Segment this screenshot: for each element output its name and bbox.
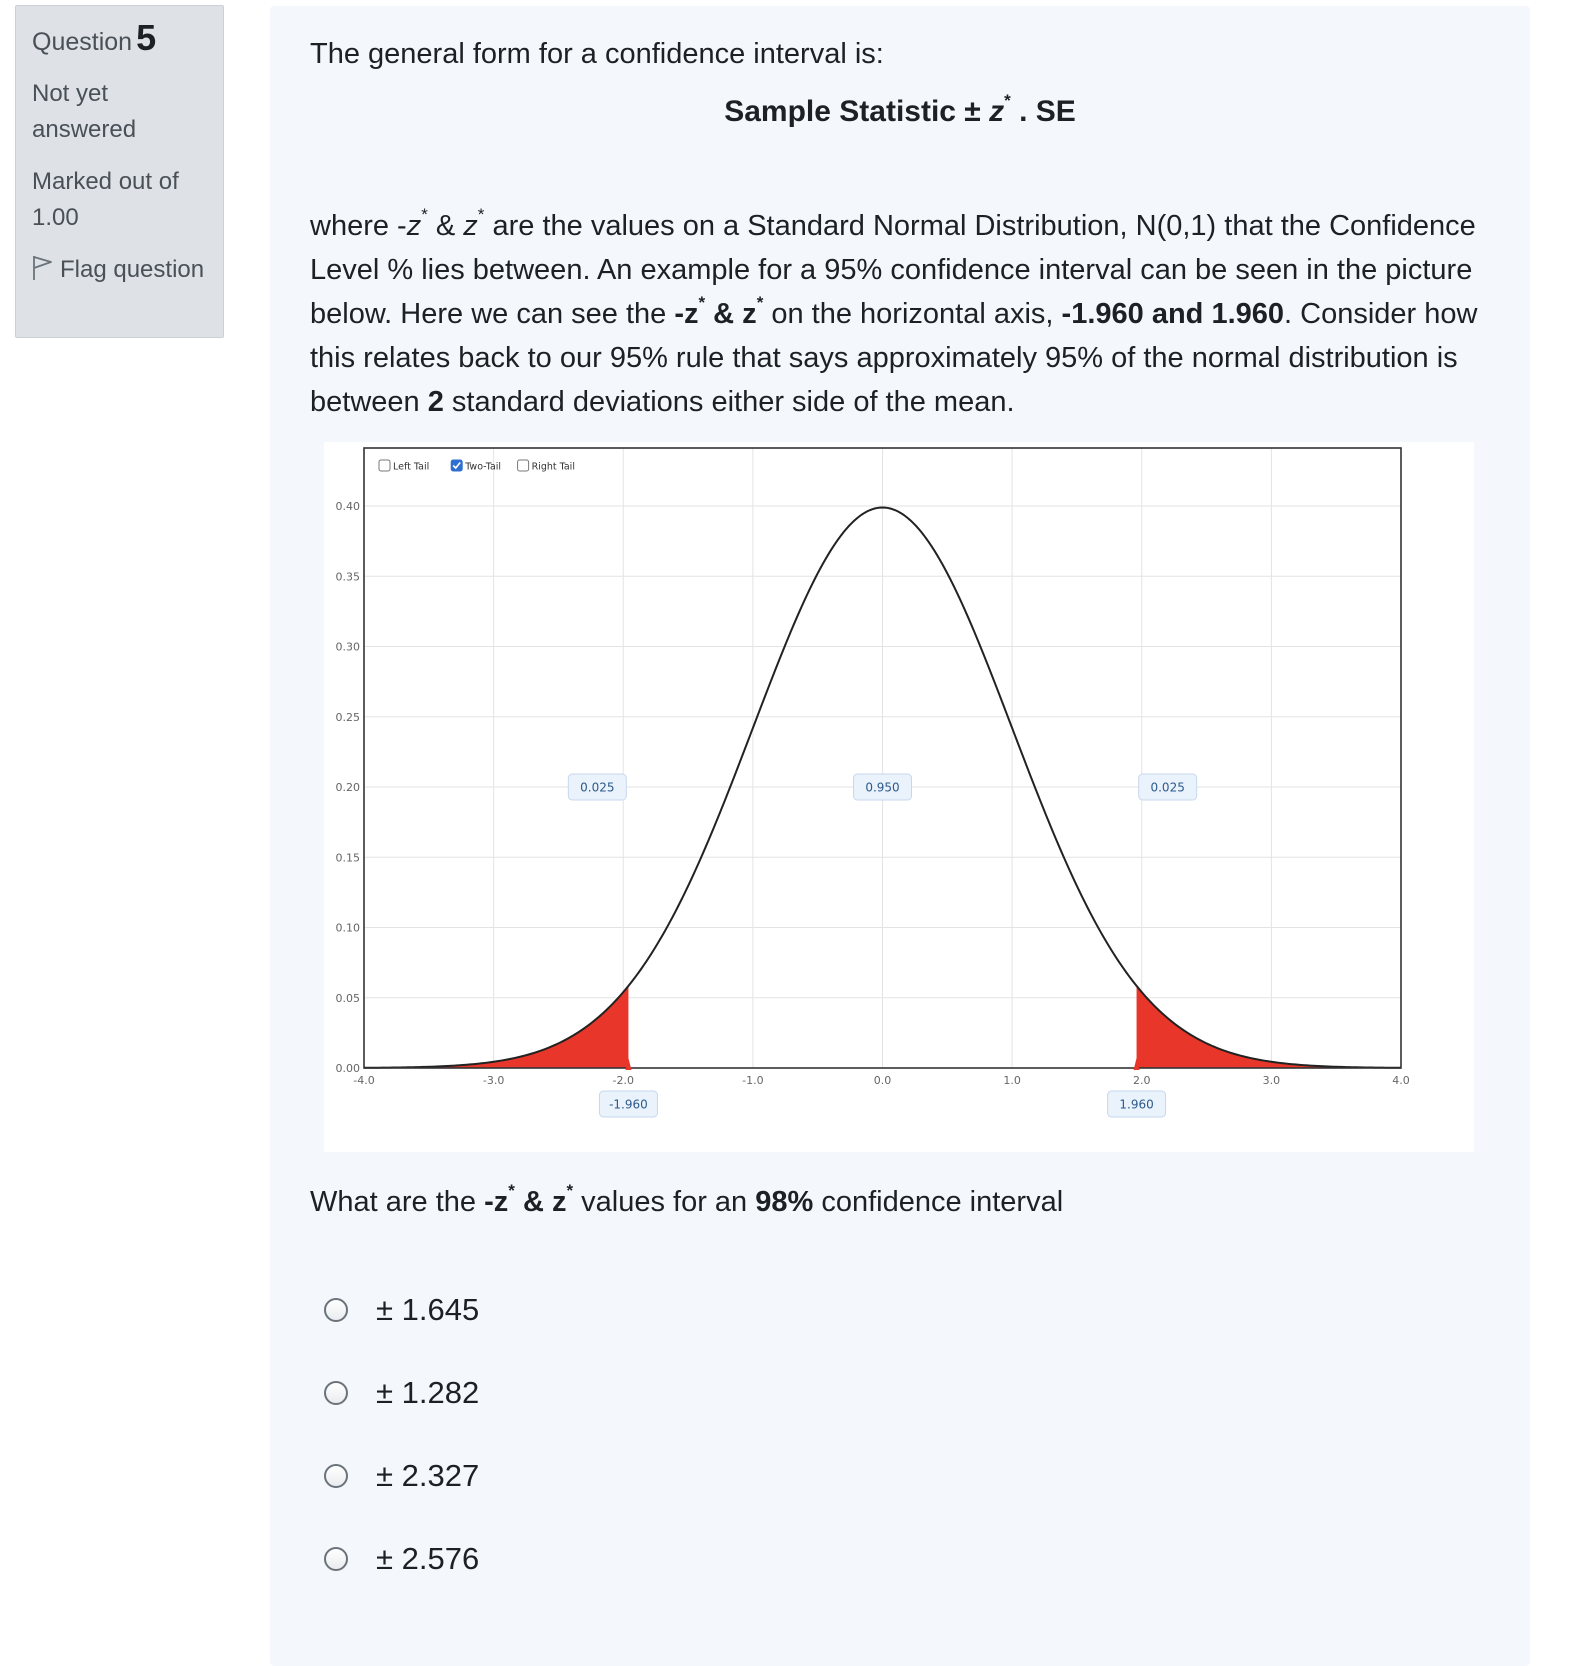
x-tick-label: 3.0 [1262, 1074, 1281, 1087]
explanation-text: where -z* & z* are the values on a Standard Normal Distribution, N(0,1) that the Confidence Level % lies between. An example for a 95% confidence interval can be seen in the picture below. Here we can see the -z* & z* on the horizontal axis, -1.960 and 1.960. Consider how this relates back to our 95% rule that says approximately 95% of the normal distribution is between 2 standard deviations either side of the mean. [310, 205, 1478, 418]
answer-label: ± 2.327 [376, 1457, 480, 1493]
x-tick-label: 4.0 [1392, 1074, 1410, 1087]
tail-option-label: Two-Tail [465, 461, 502, 473]
y-tick-label: 0.15 [335, 851, 360, 865]
answer-radio[interactable] [324, 1381, 348, 1405]
x-tick-label: 1.0 [1003, 1074, 1021, 1087]
answer-radio[interactable] [324, 1298, 348, 1322]
question-state: Not yet answered [32, 80, 137, 143]
tail-option-label: Left Tail [393, 461, 430, 473]
answer-radio[interactable] [324, 1464, 348, 1488]
x-tick-label: -3.0 [482, 1074, 505, 1087]
question-prompt: What are the -z* & z* values for an 98% confidence interval [310, 1181, 1064, 1218]
answer-label: ± 1.282 [376, 1374, 480, 1410]
area-label: 0.025 [1150, 780, 1185, 795]
y-tick-label: 0.35 [335, 570, 360, 584]
question-content [270, 6, 1530, 1666]
answer-option[interactable] [324, 1434, 1490, 1517]
chart-svg [324, 442, 1474, 1152]
question-grade: Marked out of 1.00 [32, 168, 179, 231]
y-tick-label: 0.10 [335, 921, 360, 935]
answer-radio[interactable] [324, 1547, 348, 1571]
ci-formula: Sample Statistic ± z* . SE [724, 91, 1076, 128]
y-tick-label: 0.20 [335, 781, 360, 794]
answer-label: ± 1.645 [376, 1291, 480, 1327]
x-tick-label: -2.0 [612, 1074, 634, 1087]
y-tick-label: 0.05 [335, 991, 360, 1005]
x-tick-label: 0.0 [873, 1074, 892, 1087]
critical-value-label: 1.960 [1119, 1097, 1154, 1112]
answer-option[interactable] [324, 1517, 1490, 1600]
answer-options [324, 1268, 1490, 1600]
y-tick-label: 0.00 [335, 1062, 360, 1075]
tail-option-checkbox [451, 460, 462, 471]
intro-text: The general form for a confidence interval is: [310, 38, 884, 70]
answer-option[interactable] [324, 1351, 1490, 1434]
x-tick-label: -1.0 [742, 1074, 764, 1087]
question-number-value: 5 [136, 17, 157, 58]
tail-option-label: Right Tail [531, 461, 575, 473]
y-tick-label: 0.25 [335, 710, 360, 724]
y-tick-label: 0.30 [335, 640, 360, 654]
x-tick-label: 2.0 [1133, 1074, 1151, 1087]
answer-option[interactable] [324, 1268, 1490, 1351]
x-tick-label: -4.0 [353, 1074, 375, 1087]
flag-icon [32, 255, 54, 281]
question-info-panel [15, 5, 224, 338]
normal-distribution-chart [324, 442, 1474, 1152]
tail-option-checkbox [518, 460, 529, 471]
question-number [32, 17, 207, 58]
question-label: Question [32, 28, 133, 56]
flag-question-link[interactable] [32, 252, 207, 288]
area-label: 0.950 [865, 780, 900, 795]
y-tick-label: 0.40 [335, 500, 360, 513]
answer-label: ± 2.576 [376, 1540, 480, 1576]
area-label: 0.025 [580, 780, 615, 795]
tail-option-checkbox [379, 460, 390, 471]
flag-question-label: Flag question [60, 256, 205, 283]
critical-value-label: -1.960 [609, 1097, 648, 1112]
